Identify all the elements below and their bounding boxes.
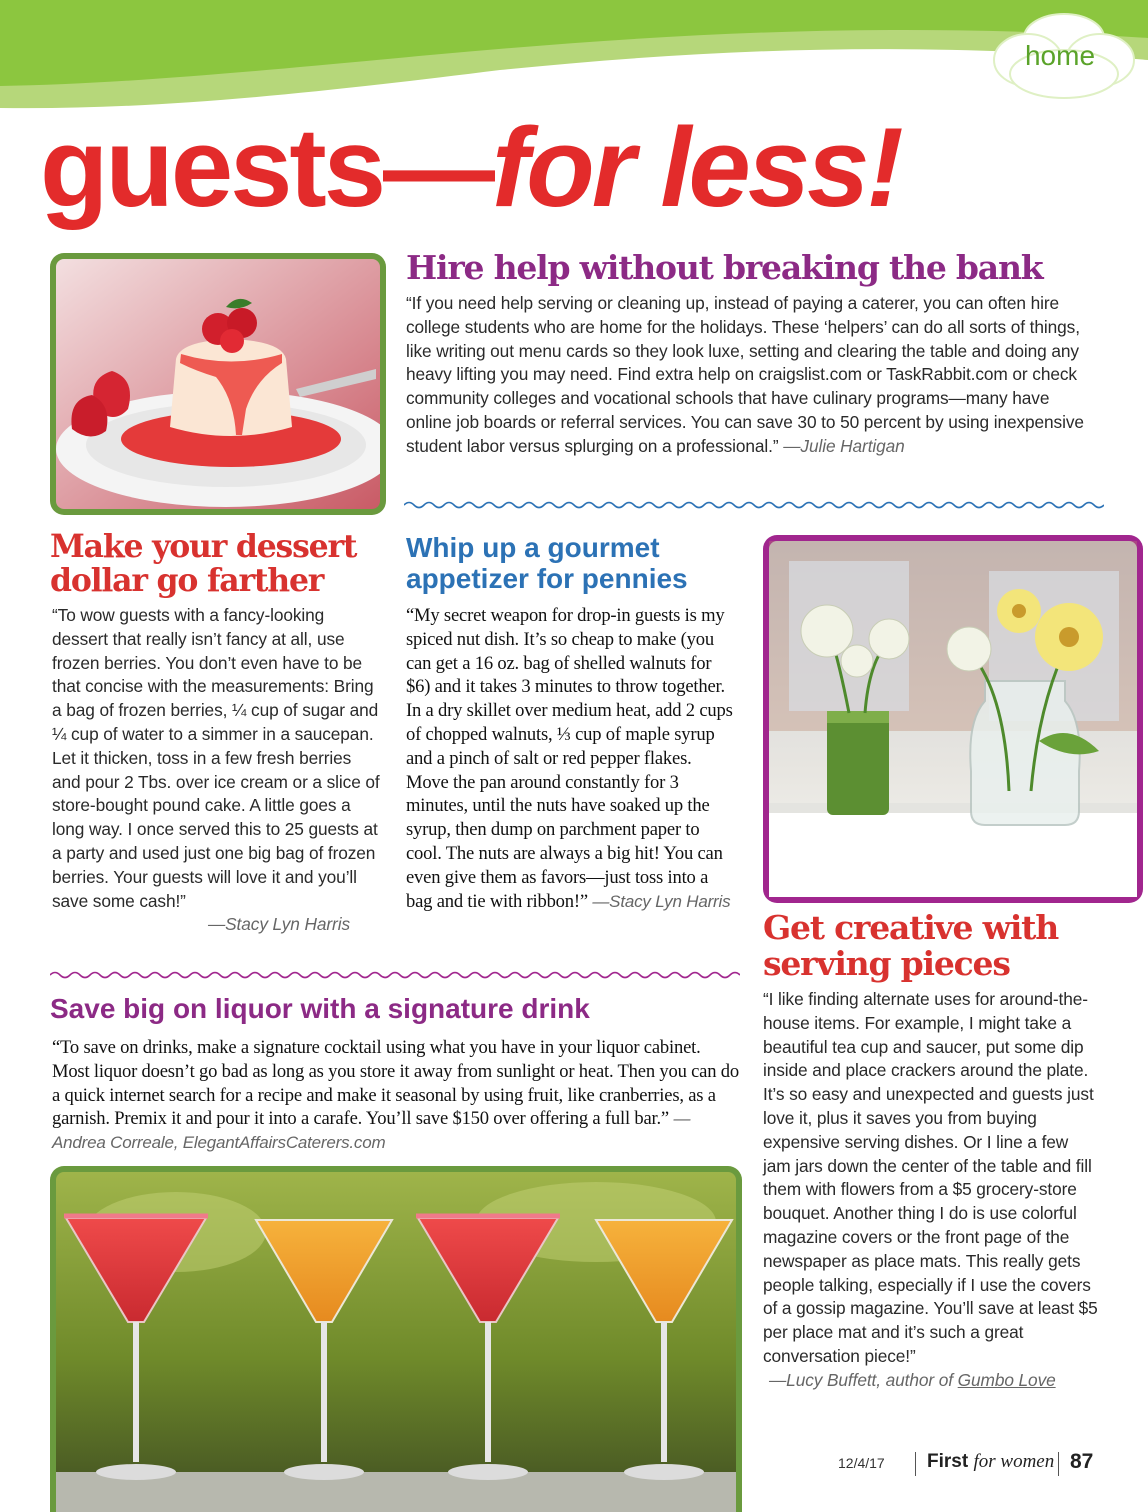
dessert-photo xyxy=(50,253,386,515)
headline-part-1: guests— xyxy=(40,105,492,230)
serving-attribution-book: Gumbo Love xyxy=(957,1369,1056,1390)
footer-divider xyxy=(915,1452,916,1476)
top-color-band xyxy=(0,0,1148,120)
liquor-body xyxy=(52,1036,742,1155)
appetizer-title: Whip up a gourmet appetizer for pennies xyxy=(406,532,688,594)
serving-body xyxy=(763,988,1099,1393)
liquor-title: Save big on liquor with a signature drink xyxy=(50,993,590,1024)
footer-date: 12/4/17 xyxy=(838,1455,885,1471)
cocktails-photo xyxy=(50,1166,742,1512)
appetizer-attribution: —Stacy Lyn Harris xyxy=(592,891,731,911)
dessert-text: “To wow guests with a fancy-looking dessert that really isn’t fancy at all, use frozen berries. You don’t even have to be that concise with the measurements: Bring a bag of frozen berries, ¼ cup of sugar and ¼ cup of water to a simmer in a saucepan. Let it thicken, toss in a few fresh berries and pour 2 Tbs. over ice cream or a slice of store-bought pound cake. A little goes a long way. I once served this to 25 guests at a party and used just one big bag of frozen berries. Your guests will love it and you’ll save some cash!” xyxy=(52,605,380,911)
appetizer-text: “My secret weapon for drop-in guests is my spiced nut dish. It’s so cheap to make (you can get a 16 oz. bag of shelled walnuts for $6) and it takes 3 minutes to throw together. In a dry skillet over medium heat, add 2 cups of chopped walnuts, ⅓ cup of maple syrup and a pinch of salt or red pepper flakes. Move the pan around constantly for 3 minutes, until the nuts have soaked up the syrup, then dump on parchment paper to cool. The nuts are always a big hit! You can even give them as favors—just toss into a bag and tie with ribbon!” xyxy=(406,605,733,912)
section-tab-label[interactable]: home xyxy=(1024,40,1096,71)
hire-help-text: “If you need help serving or cleaning up, instead of paying a caterer, you can often hire college students who are home for the holidays. These ‘helpers’ can do all sorts of things, like writing out menu cards so they look luxe, setting and clearing the table and doing any heavy lifting you may need. Find extra help on craigslist.com or TaskRabbit.com or check community colleges and vocational schools that have culinary programs—many have online job boards or referral services. You can save 30 to 50 percent by using inexpensive student labor versus splurging on a professional.” xyxy=(406,293,1084,456)
liquor-text: “To save on drinks, make a signature cocktail using what you have in your liquor cabinet. Most liquor doesn’t go bad as long as you store it away from sunlight or heat. Then you can do a quick internet search for a recipe and make it seasonal by using fruit, like cranberries, as a garnish. Premix it and pour it into a carafe. You’ll save $150 over offering a full bar.” xyxy=(52,1037,739,1130)
liquor-attribution: —Andrea Correale, ElegantAffairsCaterers.com xyxy=(52,1109,691,1153)
flowers-in-jars-image xyxy=(769,541,1137,897)
page-number: 87 xyxy=(1070,1450,1094,1473)
serving-attribution-prefix: —Lucy Buffett, author of xyxy=(769,1369,958,1390)
magazine-brand xyxy=(927,1451,1054,1473)
dessert-title: Make your dessert dollar go farther xyxy=(50,528,357,600)
brand-first: First xyxy=(927,1451,969,1472)
appetizer-body xyxy=(406,604,738,913)
dessert-attribution: —Stacy Lyn Harris xyxy=(207,914,350,935)
martini-glasses-image xyxy=(56,1172,736,1512)
serving-title: Get creative with serving pieces xyxy=(763,908,1058,983)
brand-for-women: for women xyxy=(973,1451,1055,1472)
hire-help-body xyxy=(406,292,1098,459)
wavy-divider-2 xyxy=(50,970,740,980)
flowers-photo xyxy=(763,535,1143,903)
headline-part-2: for less! xyxy=(492,105,901,230)
wavy-divider-1 xyxy=(404,500,1104,510)
hire-help-attribution: —Julie Hartigan xyxy=(783,435,905,456)
serving-attribution xyxy=(763,1370,1056,1390)
page-headline xyxy=(40,105,1140,230)
hire-help-title: Hire help without breaking the bank xyxy=(406,248,1043,287)
serving-text: “I like finding alternate uses for around-the-house items. For example, I might take a beautiful tea cup and saucer, put some dip inside and place crackers around the plate. It’s so easy and unexpected and guests just love it, plus it saves you from buying expensive serving dishes. Or I line a few jam jars down the center of the table and fill them with flowers from a $5 grocery-store bouquet. Another thing I do is use colorful magazine covers or the front page of the newspaper as place mats. This really gets people talking, especially if I use the covers of a gossip magazine. You’ll save at least $5 per place mat and it’s such a great conversation piece!” xyxy=(763,989,1098,1366)
panna-cotta-image xyxy=(56,259,380,509)
dessert-body xyxy=(52,604,380,937)
footer-divider-2 xyxy=(1058,1452,1059,1476)
